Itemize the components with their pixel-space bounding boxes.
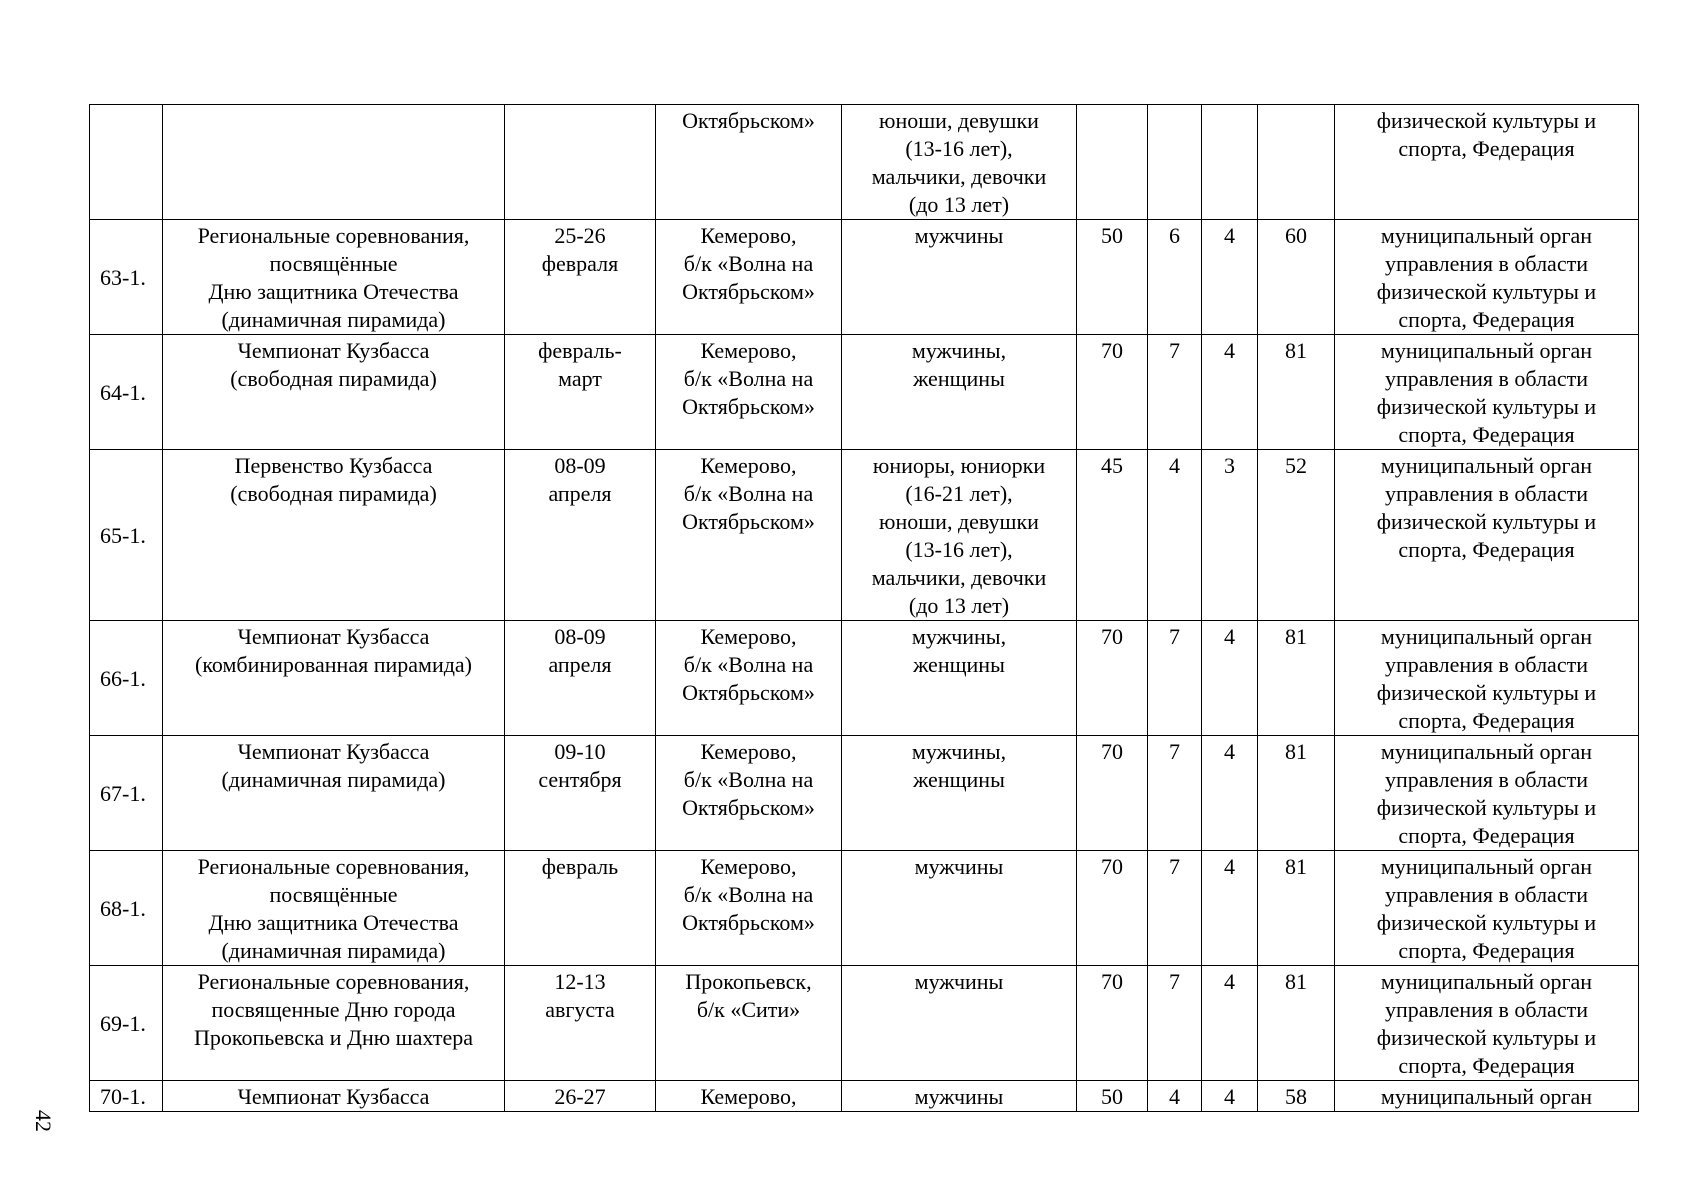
event-place-cell-line: б/к «Волна на (683, 882, 814, 907)
organizer-cell (1335, 105, 1639, 220)
organizer-cell-line: физической культуры и (1376, 910, 1597, 935)
row-number-cell: 63-1. (90, 220, 163, 335)
event-name-cell (163, 1081, 505, 1112)
organizer-cell-line: спорта, Федерация (1398, 708, 1575, 733)
count-cell-c2: 6 (1148, 220, 1202, 335)
events-table-body (90, 105, 1639, 1112)
event-name-cell-line: (динамичная пирамида) (221, 938, 446, 963)
count-cell-c3: 4 (1202, 966, 1258, 1081)
event-name-cell (163, 220, 505, 335)
event-name-cell-line: Чемпионат Кузбасса (237, 1084, 430, 1109)
event-place-cell-line: Октябрьском» (682, 680, 815, 705)
organizer-cell-line: управления в области (1385, 481, 1588, 506)
organizer-cell-line: спорта, Федерация (1398, 938, 1575, 963)
participants-cell-line: юноши, девушки (879, 509, 1039, 534)
participants-cell (842, 450, 1077, 621)
organizer-cell-line: спорта, Федерация (1398, 823, 1575, 848)
event-name-cell-line: Чемпионат Кузбасса (237, 624, 430, 649)
organizer-cell-line: муниципальный орган (1380, 223, 1593, 248)
organizer-cell-line: управления в области (1385, 767, 1588, 792)
event-place-cell-line: б/к «Волна на (683, 366, 814, 391)
event-dates-cell-line: августа (545, 997, 615, 1022)
count-cell-c1: 70 (1077, 621, 1148, 736)
organizer-cell (1335, 450, 1639, 621)
event-place-cell-line: б/к «Сити» (696, 997, 801, 1022)
organizer-cell-line: управления в области (1385, 882, 1588, 907)
table-row (90, 851, 1639, 966)
table-row (90, 105, 1639, 220)
organizer-cell-line: физической культуры и (1376, 108, 1597, 133)
event-dates-cell-line: 08-09 (554, 624, 606, 649)
event-name-cell-line: посвящённые (269, 882, 398, 907)
participants-cell-line: женщины (913, 767, 1005, 792)
event-name-cell-line: Региональные соревнования, (197, 223, 470, 248)
organizer-cell (1335, 335, 1639, 450)
count-cell-c3: 4 (1202, 335, 1258, 450)
events-table (89, 104, 1639, 1112)
count-cell-c1: 70 (1077, 736, 1148, 851)
organizer-cell-line: муниципальный орган (1380, 739, 1593, 764)
event-place-cell (656, 851, 842, 966)
participants-cell (842, 736, 1077, 851)
participants-cell-line: юноши, девушки (879, 108, 1039, 133)
event-name-cell (163, 736, 505, 851)
event-name-cell-line: Чемпионат Кузбасса (237, 338, 430, 363)
event-place-cell-line: Кемерово, (700, 338, 797, 363)
participants-cell-line: (13-16 лет), (905, 537, 1013, 562)
page-number: 42 (31, 1110, 56, 1132)
row-number-cell: 64-1. (90, 335, 163, 450)
count-cell-c4: 81 (1258, 851, 1335, 966)
event-dates-cell-line: 12-13 (554, 969, 606, 994)
row-number-cell: 66-1. (90, 621, 163, 736)
count-cell-c4: 81 (1258, 966, 1335, 1081)
event-name-cell (163, 105, 505, 220)
participants-cell-line: (13-16 лет), (905, 136, 1013, 161)
organizer-cell-line: управления в области (1385, 366, 1588, 391)
event-name-cell-line: (динамичная пирамида) (221, 307, 446, 332)
event-name-cell-line: Дню защитника Отечества (208, 279, 459, 304)
organizer-cell-line: спорта, Федерация (1398, 307, 1575, 332)
row-number-cell (90, 105, 163, 220)
participants-cell-line: (до 13 лет) (908, 593, 1010, 618)
event-place-cell-line: Октябрьском» (682, 795, 815, 820)
participants-cell (842, 105, 1077, 220)
event-place-cell-line: б/к «Волна на (683, 481, 814, 506)
participants-cell-line: мужчины, (911, 624, 1007, 649)
event-place-cell-line: б/к «Волна на (683, 767, 814, 792)
event-place-cell-line: б/к «Волна на (683, 652, 814, 677)
table-row (90, 621, 1639, 736)
event-dates-cell-line: февраля (541, 251, 619, 276)
table-row (90, 335, 1639, 450)
event-dates-cell-line: 08-09 (554, 453, 606, 478)
organizer-cell-line: физической культуры и (1376, 509, 1597, 534)
participants-cell (842, 621, 1077, 736)
event-dates-cell (505, 450, 656, 621)
count-cell-c3: 4 (1202, 736, 1258, 851)
count-cell-c3: 4 (1202, 851, 1258, 966)
count-cell-c2 (1148, 105, 1202, 220)
participants-cell (842, 1081, 1077, 1112)
event-place-cell-line: Кемерово, (700, 223, 797, 248)
event-dates-cell (505, 335, 656, 450)
event-place-cell-line: Кемерово, (700, 453, 797, 478)
event-place-cell-line: Кемерово, (700, 854, 797, 879)
organizer-cell-line: спорта, Федерация (1398, 422, 1575, 447)
event-dates-cell-line: апреля (548, 481, 612, 506)
organizer-cell-line: физической культуры и (1376, 1025, 1597, 1050)
participants-cell-line: мальчики, девочки (871, 565, 1047, 590)
organizer-cell (1335, 736, 1639, 851)
event-name-cell (163, 966, 505, 1081)
count-cell-c2: 7 (1148, 335, 1202, 450)
table-row (90, 1081, 1639, 1112)
organizer-cell-line: спорта, Федерация (1398, 537, 1575, 562)
count-cell-c4: 81 (1258, 621, 1335, 736)
row-number-cell: 67-1. (90, 736, 163, 851)
event-name-cell (163, 621, 505, 736)
organizer-cell-line: управления в области (1385, 251, 1588, 276)
count-cell-c1: 45 (1077, 450, 1148, 621)
event-name-cell-line: Дню защитника Отечества (208, 910, 459, 935)
participants-cell-line: женщины (913, 652, 1005, 677)
row-number-cell: 69-1. (90, 966, 163, 1081)
count-cell-c4: 58 (1258, 1081, 1335, 1112)
table-row (90, 220, 1639, 335)
participants-cell-line: мальчики, девочки (871, 164, 1047, 189)
event-place-cell-line: Октябрьском» (682, 509, 815, 534)
count-cell-c2: 4 (1148, 1081, 1202, 1112)
count-cell-c1: 70 (1077, 851, 1148, 966)
count-cell-c3: 4 (1202, 220, 1258, 335)
organizer-cell (1335, 220, 1639, 335)
event-place-cell-line: Октябрьском» (682, 910, 815, 935)
organizer-cell-line: спорта, Федерация (1398, 1053, 1575, 1078)
event-dates-cell-line: февраль (541, 854, 619, 879)
row-number-cell: 70-1. (90, 1081, 163, 1112)
event-name-cell-line: (комбинированная пирамида) (195, 652, 472, 677)
participants-cell (842, 851, 1077, 966)
event-place-cell-line: Прокопьевск, (685, 969, 812, 994)
participants-cell-line: мужчины (914, 1084, 1004, 1109)
table-row (90, 736, 1639, 851)
organizer-cell (1335, 1081, 1639, 1112)
event-dates-cell (505, 736, 656, 851)
organizer-cell-line: муниципальный орган (1380, 624, 1593, 649)
count-cell-c4: 81 (1258, 736, 1335, 851)
event-dates-cell-line: март (558, 366, 602, 391)
organizer-cell-line: муниципальный орган (1380, 854, 1593, 879)
participants-cell-line: мужчины, (911, 739, 1007, 764)
participants-cell (842, 220, 1077, 335)
event-name-cell (163, 335, 505, 450)
event-dates-cell (505, 105, 656, 220)
event-place-cell (656, 450, 842, 621)
event-name-cell (163, 450, 505, 621)
organizer-cell-line: муниципальный орган (1380, 969, 1593, 994)
organizer-cell (1335, 966, 1639, 1081)
organizer-cell (1335, 621, 1639, 736)
count-cell-c1: 50 (1077, 1081, 1148, 1112)
organizer-cell-line: муниципальный орган (1380, 1084, 1593, 1109)
event-name-cell-line: Чемпионат Кузбасса (237, 739, 430, 764)
participants-cell-line: мужчины (914, 854, 1004, 879)
table-row (90, 966, 1639, 1081)
event-place-cell (656, 105, 842, 220)
event-dates-cell-line: 26-27 (554, 1084, 606, 1109)
event-dates-cell (505, 621, 656, 736)
organizer-cell-line: физической культуры и (1376, 680, 1597, 705)
event-name-cell-line: Региональные соревнования, (197, 854, 470, 879)
event-dates-cell (505, 1081, 656, 1112)
event-name-cell-line: посвященные Дню города (211, 997, 456, 1022)
event-name-cell-line: (свободная пирамида) (230, 366, 437, 391)
count-cell-c4: 60 (1258, 220, 1335, 335)
table-row (90, 450, 1639, 621)
count-cell-c2: 7 (1148, 966, 1202, 1081)
count-cell-c3 (1202, 105, 1258, 220)
event-name-cell-line: (свободная пирамида) (230, 481, 437, 506)
organizer-cell-line: муниципальный орган (1380, 338, 1593, 363)
event-place-cell (656, 220, 842, 335)
count-cell-c4: 52 (1258, 450, 1335, 621)
participants-cell-line: (до 13 лет) (908, 192, 1010, 217)
participants-cell-line: мужчины (914, 969, 1004, 994)
event-dates-cell-line: 09-10 (554, 739, 606, 764)
event-dates-cell (505, 851, 656, 966)
row-number-cell: 65-1. (90, 450, 163, 621)
count-cell-c1: 50 (1077, 220, 1148, 335)
event-place-cell (656, 736, 842, 851)
count-cell-c2: 7 (1148, 736, 1202, 851)
event-place-cell-line: Октябрьском» (682, 279, 815, 304)
participants-cell (842, 966, 1077, 1081)
organizer-cell-line: спорта, Федерация (1398, 136, 1575, 161)
participants-cell-line: мужчины (914, 223, 1004, 248)
event-name-cell (163, 851, 505, 966)
count-cell-c1 (1077, 105, 1148, 220)
organizer-cell-line: управления в области (1385, 652, 1588, 677)
organizer-cell (1335, 851, 1639, 966)
event-dates-cell (505, 966, 656, 1081)
organizer-cell-line: физической культуры и (1376, 795, 1597, 820)
event-dates-cell-line: апреля (548, 652, 612, 677)
event-dates-cell-line: сентября (538, 767, 622, 792)
participants-cell-line: женщины (913, 366, 1005, 391)
event-place-cell-line: Октябрьском» (682, 108, 815, 133)
event-name-cell-line: Прокопьевска и Дню шахтера (194, 1025, 473, 1050)
event-place-cell (656, 966, 842, 1081)
event-place-cell (656, 335, 842, 450)
count-cell-c2: 4 (1148, 450, 1202, 621)
count-cell-c4: 81 (1258, 335, 1335, 450)
event-dates-cell (505, 220, 656, 335)
participants-cell-line: (16-21 лет), (905, 481, 1013, 506)
participants-cell-line: мужчины, (911, 338, 1007, 363)
count-cell-c2: 7 (1148, 621, 1202, 736)
event-place-cell-line: Кемерово, (700, 1084, 797, 1109)
event-name-cell-line: (динамичная пирамида) (221, 767, 446, 792)
count-cell-c1: 70 (1077, 966, 1148, 1081)
participants-cell (842, 335, 1077, 450)
event-name-cell-line: посвящённые (269, 251, 398, 276)
event-place-cell-line: Кемерово, (700, 624, 797, 649)
event-place-cell-line: Кемерово, (700, 739, 797, 764)
event-dates-cell-line: 25-26 (554, 223, 606, 248)
participants-cell-line: юниоры, юниорки (872, 453, 1046, 478)
organizer-cell-line: муниципальный орган (1380, 453, 1593, 478)
event-place-cell-line: Октябрьском» (682, 394, 815, 419)
count-cell-c3: 4 (1202, 1081, 1258, 1112)
document-sheet (89, 104, 1638, 1112)
organizer-cell-line: управления в области (1385, 997, 1588, 1022)
event-place-cell-line: б/к «Волна на (683, 251, 814, 276)
row-number-cell: 68-1. (90, 851, 163, 966)
organizer-cell-line: физической культуры и (1376, 394, 1597, 419)
event-dates-cell-line: февраль- (538, 338, 622, 363)
count-cell-c3: 4 (1202, 621, 1258, 736)
event-name-cell-line: Региональные соревнования, (197, 969, 470, 994)
count-cell-c4 (1258, 105, 1335, 220)
count-cell-c1: 70 (1077, 335, 1148, 450)
count-cell-c3: 3 (1202, 450, 1258, 621)
organizer-cell-line: физической культуры и (1376, 279, 1597, 304)
event-place-cell (656, 1081, 842, 1112)
event-name-cell-line: Первенство Кузбасса (234, 453, 433, 478)
event-place-cell (656, 621, 842, 736)
count-cell-c2: 7 (1148, 851, 1202, 966)
